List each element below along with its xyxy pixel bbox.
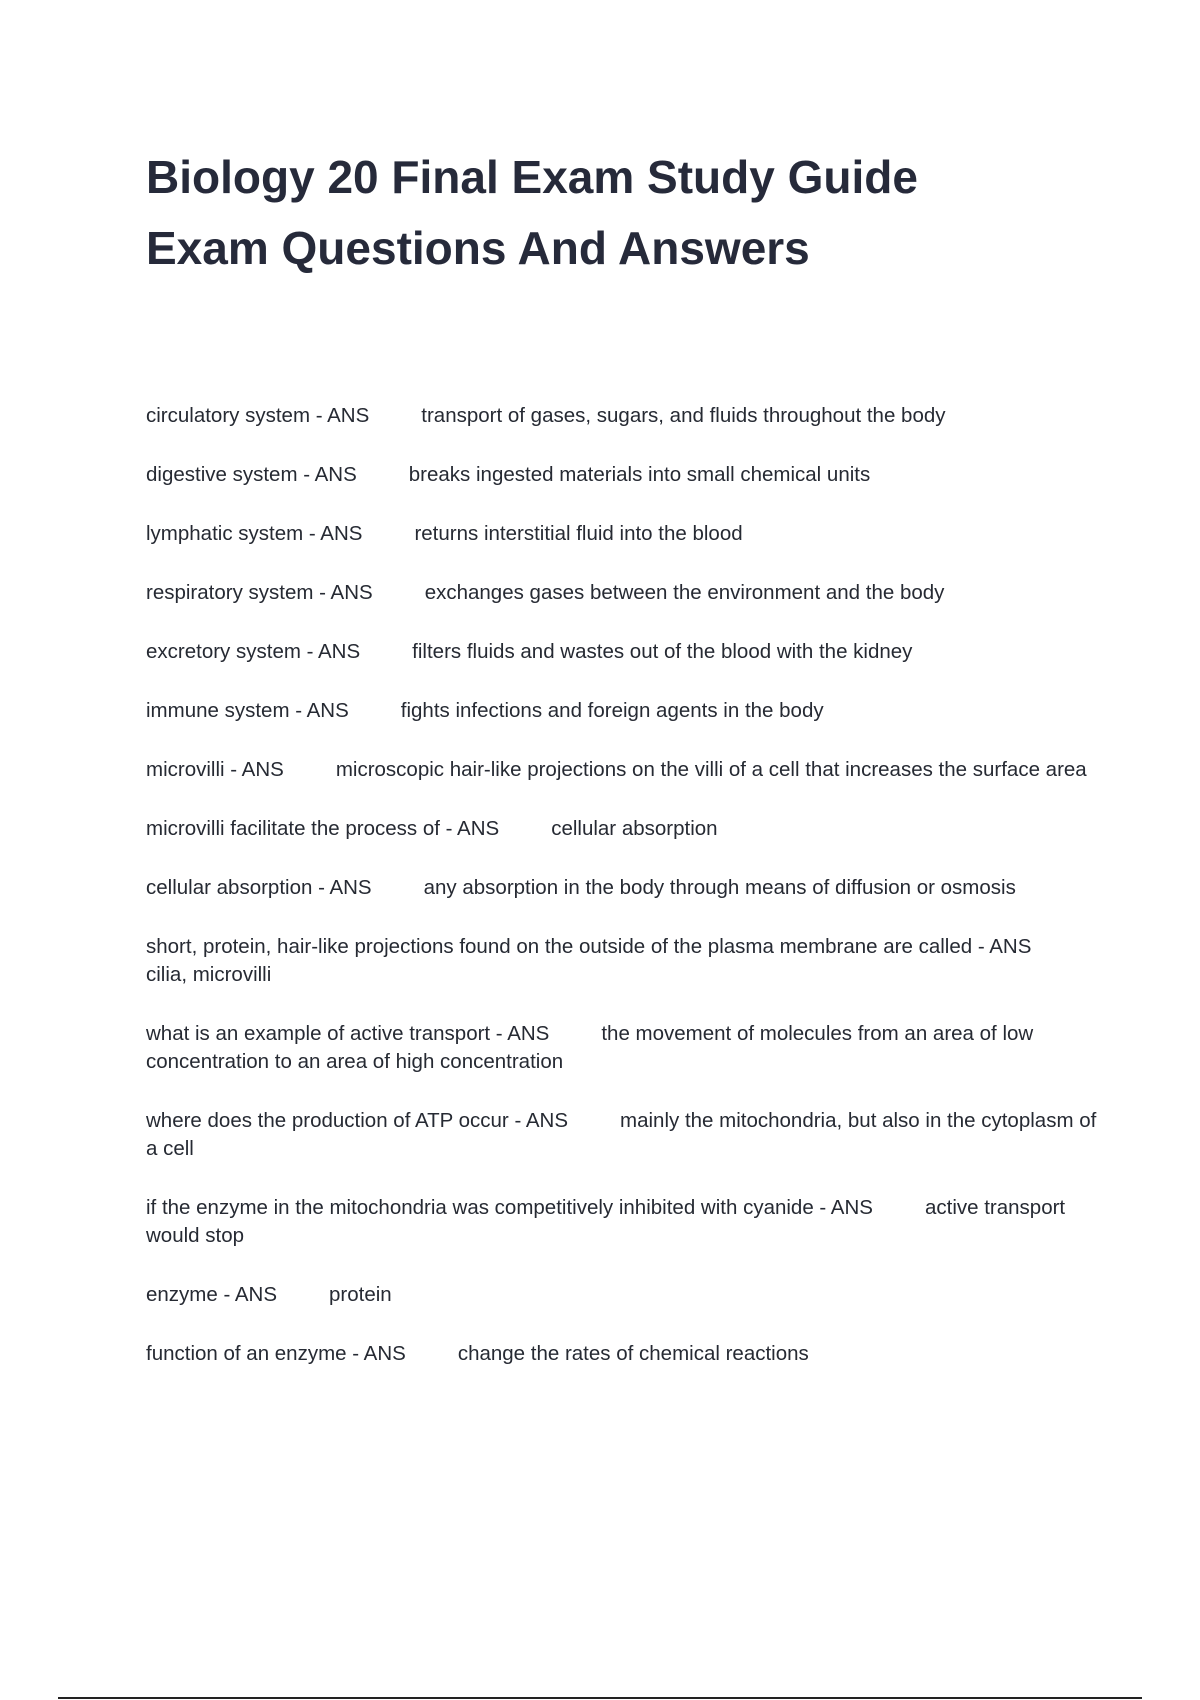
qa-question: if the enzyme in the mitochondria was competitively inhibited with cyanide - ANS xyxy=(146,1196,873,1219)
footer-divider xyxy=(58,1697,1142,1699)
qa-item xyxy=(146,697,1106,725)
qa-item xyxy=(146,579,1106,607)
qa-answer: change the rates of chemical reactions xyxy=(457,1342,809,1365)
qa-item xyxy=(146,933,1106,989)
qa-question: enzyme - ANS xyxy=(146,1283,278,1306)
qa-answer: the movement of molecules from an area of low concentration to an area of high concentration xyxy=(146,1022,1034,1073)
qa-question: respiratory system - ANS xyxy=(146,581,373,604)
qa-item xyxy=(146,1281,1106,1309)
qa-answer: exchanges gases between the environment and the body xyxy=(424,581,945,604)
document-title xyxy=(146,142,1046,284)
qa-question: short, protein, hair-like projections found on the outside of the plasma membrane are called - ANS xyxy=(146,935,1032,958)
qa-item xyxy=(146,756,1106,784)
qa-list xyxy=(146,402,1106,1399)
qa-answer: filters fluids and wastes out of the blood with the kidney xyxy=(412,640,913,663)
qa-item xyxy=(146,1020,1106,1076)
qa-answer: cilia, microvilli xyxy=(146,963,272,986)
qa-question: cellular absorption - ANS xyxy=(146,876,372,899)
qa-answer: mainly the mitochondria, but also in the cytoplasm of a cell xyxy=(146,1109,1097,1160)
qa-question: what is an example of active transport - ANS xyxy=(146,1022,550,1045)
qa-question: lymphatic system - ANS xyxy=(146,522,363,545)
title-line-1: Biology 20 Final Exam Study Guide xyxy=(146,151,918,203)
qa-item xyxy=(146,815,1106,843)
qa-question: microvilli facilitate the process of - ANS xyxy=(146,817,500,840)
title-line-2: Exam Questions And Answers xyxy=(146,222,810,274)
qa-answer: breaks ingested materials into small chemical units xyxy=(408,463,871,486)
qa-question: circulatory system - ANS xyxy=(146,404,370,427)
qa-item xyxy=(146,1340,1106,1368)
qa-question: immune system - ANS xyxy=(146,699,349,722)
qa-question: microvilli - ANS xyxy=(146,758,284,781)
qa-item xyxy=(146,402,1106,430)
qa-item xyxy=(146,638,1106,666)
qa-item xyxy=(146,1194,1106,1250)
qa-item xyxy=(146,874,1106,902)
qa-answer: cellular absorption xyxy=(551,817,718,840)
qa-item xyxy=(146,461,1106,489)
qa-question: where does the production of ATP occur - ANS xyxy=(146,1109,569,1132)
qa-question: function of an enzyme - ANS xyxy=(146,1342,406,1365)
qa-question: excretory system - ANS xyxy=(146,640,361,663)
qa-answer: transport of gases, sugars, and fluids throughout the body xyxy=(421,404,946,427)
qa-question: digestive system - ANS xyxy=(146,463,357,486)
qa-answer: returns interstitial fluid into the blood xyxy=(414,522,743,545)
qa-answer: protein xyxy=(329,1283,392,1306)
qa-answer: any absorption in the body through means of diffusion or osmosis xyxy=(423,876,1016,899)
qa-answer: active transport would stop xyxy=(146,1196,1066,1247)
qa-answer: fights infections and foreign agents in the body xyxy=(400,699,824,722)
qa-item xyxy=(146,520,1106,548)
qa-answer: microscopic hair-like projections on the villi of a cell that increases the surface area xyxy=(335,758,1087,781)
qa-item xyxy=(146,1107,1106,1163)
